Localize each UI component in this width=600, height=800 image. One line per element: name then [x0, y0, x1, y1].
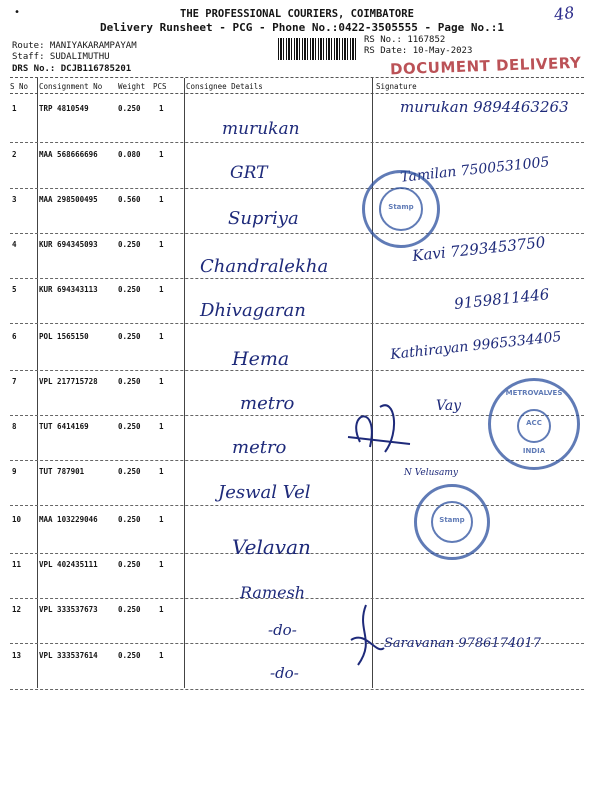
row-weight: 0.250 — [118, 651, 141, 660]
row-weight: 0.250 — [118, 467, 141, 476]
row-consignment-no: VPL 217715728 — [39, 377, 98, 386]
row-weight: 0.250 — [118, 285, 141, 294]
row-sno: 12 — [12, 605, 22, 614]
row-pcs: 1 — [159, 195, 164, 204]
row-pcs: 1 — [159, 285, 164, 294]
row-weight: 0.250 — [118, 104, 141, 113]
row-weight: 0.250 — [118, 332, 141, 341]
row-pcs: 1 — [159, 104, 164, 113]
row-separator — [10, 689, 584, 690]
handwritten-signature: Saravanan 9786174017 — [384, 636, 542, 651]
row-consignment-no: TUT 787901 — [39, 467, 85, 476]
row-separator — [10, 460, 584, 461]
row-consignment-no: POL 1565150 — [39, 332, 89, 341]
row-separator — [10, 278, 584, 279]
row-pcs: 1 — [159, 515, 164, 524]
handwritten-consignee: Chandralekha — [200, 256, 329, 277]
row-consignment-no: KUR 694345093 — [39, 240, 98, 249]
column-header-pcs: PCS — [153, 82, 167, 91]
handwritten-consignee: -do- — [270, 664, 299, 682]
company-name: THE PROFESSIONAL COURIERS, COIMBATORE — [180, 8, 414, 20]
handwritten-signature: N Velusamy — [404, 468, 459, 478]
row-consignment-no: TUT 6414169 — [39, 422, 89, 431]
row-sno: 6 — [12, 332, 17, 341]
round-stamp: Stamp — [414, 484, 490, 560]
row-sno: 11 — [12, 560, 22, 569]
row-sno: 4 — [12, 240, 17, 249]
runsheet-title: Delivery Runsheet - PCG - Phone No.:0422-3505555 - Page No.:1 — [100, 21, 504, 34]
row-pcs: 1 — [159, 150, 164, 159]
handwritten-consignee: Velavan — [232, 535, 311, 559]
staff-label: Staff: SUDALIMUTHU — [12, 52, 110, 62]
column-header-sno: S No — [10, 82, 29, 91]
row-weight: 0.250 — [118, 240, 141, 249]
column-header-consignee: Consignee Details — [186, 82, 263, 91]
row-separator — [10, 323, 584, 324]
row-weight: 0.250 — [118, 377, 141, 386]
handwritten-consignee: Ramesh — [240, 583, 306, 602]
row-sno: 9 — [12, 467, 17, 476]
handwritten-sheet-number: 48 — [552, 2, 576, 25]
row-consignment-no: MAA 298500495 — [39, 195, 98, 204]
row-consignment-no: TRP 4810549 — [39, 104, 89, 113]
corner-mark: • — [14, 7, 21, 18]
handwritten-consignee: Hema — [232, 348, 290, 370]
handwritten-consignee: metro — [232, 437, 287, 458]
row-weight: 0.250 — [118, 515, 141, 524]
document-delivery-stamp: DOCUMENT DELIVERY — [389, 53, 582, 79]
row-sno: 10 — [12, 515, 22, 524]
row-sno: 13 — [12, 651, 22, 660]
column-divider — [372, 78, 373, 688]
row-sno: 1 — [12, 104, 17, 113]
row-weight: 0.250 — [118, 605, 141, 614]
row-weight: 0.080 — [118, 150, 141, 159]
drs-number: DRS No.: DCJB116785201 — [12, 64, 132, 74]
handwritten-signature: Kavi 7293453750 — [411, 233, 547, 265]
row-separator — [10, 505, 584, 506]
row-separator — [10, 233, 584, 234]
row-sno: 8 — [12, 422, 17, 431]
row-separator — [10, 188, 584, 189]
column-header-consignment: Consignment No — [39, 82, 103, 91]
round-stamp: Stamp — [362, 170, 440, 248]
row-weight: 0.250 — [118, 560, 141, 569]
row-consignment-no: MAA 568666696 — [39, 150, 98, 159]
column-header-signature: Signature — [376, 82, 417, 91]
rs-date: RS Date: 10-May-2023 — [364, 46, 473, 56]
row-weight: 0.560 — [118, 195, 141, 204]
table-header-border — [10, 93, 584, 94]
handwritten-consignee: murukan — [222, 119, 300, 139]
scribble-mark — [346, 600, 386, 670]
row-pcs: 1 — [159, 467, 164, 476]
column-divider — [37, 78, 38, 688]
row-separator — [10, 370, 584, 371]
row-sno: 7 — [12, 377, 17, 386]
row-pcs: 1 — [159, 560, 164, 569]
row-pcs: 1 — [159, 605, 164, 614]
row-pcs: 1 — [159, 332, 164, 341]
row-separator — [10, 142, 584, 143]
row-sno: 5 — [12, 285, 17, 294]
barcode — [278, 38, 358, 60]
column-divider — [184, 78, 185, 688]
handwritten-consignee: GRT — [230, 163, 268, 183]
row-pcs: 1 — [159, 422, 164, 431]
handwritten-signature: Vay — [436, 398, 462, 414]
row-sno: 3 — [12, 195, 17, 204]
row-consignment-no: KUR 694343113 — [39, 285, 98, 294]
row-consignment-no: VPL 402435111 — [39, 560, 98, 569]
column-header-weight: Weight — [118, 82, 146, 91]
handwritten-consignee: Jeswal Vel — [218, 482, 311, 503]
handwritten-consignee: metro — [240, 393, 295, 414]
row-weight: 0.250 — [118, 422, 141, 431]
row-consignment-no: VPL 333537614 — [39, 651, 98, 660]
scribble-mark — [340, 392, 420, 462]
handwritten-signature: murukan 9894463263 — [400, 98, 569, 116]
row-pcs: 1 — [159, 377, 164, 386]
metrovalves-stamp: METROVALVES ACC INDIA — [488, 378, 580, 470]
handwritten-consignee: Supriya — [228, 208, 299, 229]
handwritten-signature: 9159811446 — [453, 285, 551, 313]
row-consignment-no: MAA 103229046 — [39, 515, 98, 524]
rs-number: RS No.: 1167852 — [364, 35, 446, 45]
handwritten-signature: Kathirayan 9965334405 — [389, 329, 563, 363]
row-sno: 2 — [12, 150, 17, 159]
route-label: Route: MANIYAKARAMPAYAM — [12, 41, 137, 51]
row-consignment-no: VPL 333537673 — [39, 605, 98, 614]
row-pcs: 1 — [159, 240, 164, 249]
handwritten-signature: Tamilan 7500531005 — [399, 154, 551, 186]
row-pcs: 1 — [159, 651, 164, 660]
handwritten-consignee: -do- — [268, 621, 297, 639]
table-top-border — [10, 77, 584, 78]
handwritten-consignee: Dhivagaran — [200, 300, 306, 321]
